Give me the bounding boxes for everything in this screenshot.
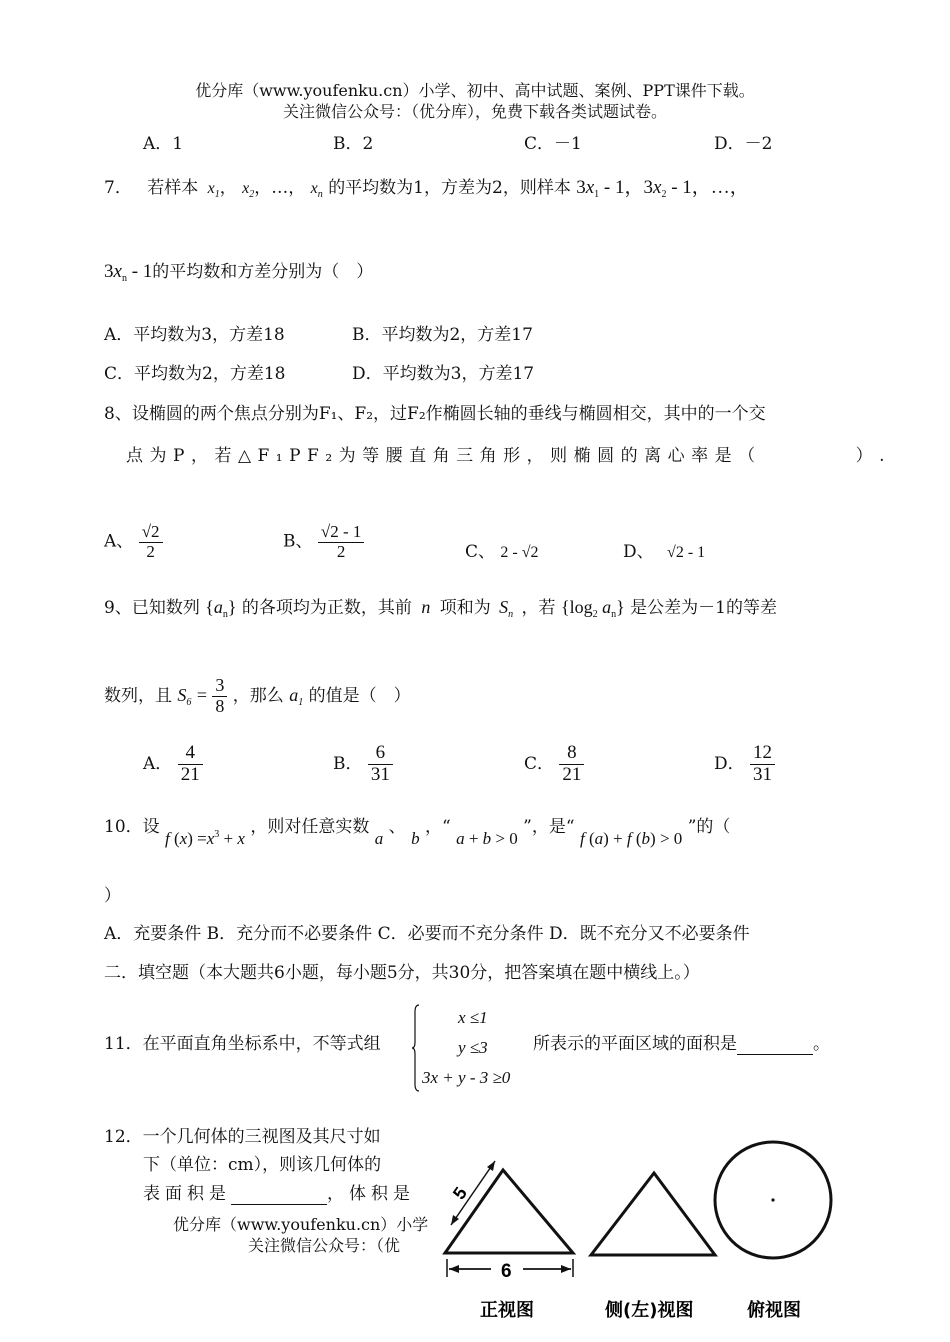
q8-option-d-label: D、 bbox=[623, 542, 654, 562]
q8-option-a-frac bbox=[139, 523, 163, 561]
q10-stem bbox=[104, 812, 731, 848]
label-side-view: 侧(左)视图 bbox=[605, 1300, 694, 1321]
q7-x2: $x_2$ bbox=[242, 180, 255, 200]
q9-text-1: 9、已知数列 bbox=[104, 598, 200, 618]
q8-option-b bbox=[283, 523, 364, 561]
base-dimension-label: 6 bbox=[501, 1261, 512, 1282]
top-view-center bbox=[771, 1198, 774, 1201]
q9-text-2: 的各项均为正数，其前 bbox=[241, 598, 412, 618]
q9-a1: $a_1$ bbox=[289, 684, 304, 708]
q8-stem-line2: 点为P，若△F₁PF₂为等腰直角三角形，则椭圆的离心率是（ ）. bbox=[126, 446, 892, 466]
q9-option-a-den: 21 bbox=[178, 764, 203, 786]
q11-brace bbox=[412, 1004, 415, 1090]
q9-an-seq: $\{a_n\}$ bbox=[205, 597, 237, 620]
q12-line-1: 12．一个几何体的三视图及其尺寸如 bbox=[104, 1127, 381, 1147]
q7-text-3: 的平均数和方差分别为（ ） bbox=[152, 262, 374, 282]
q8-option-a-label: A、 bbox=[104, 531, 134, 552]
q9-option-a-frac bbox=[178, 743, 203, 786]
q11-text-1: 11．在平面直角坐标系中，不等式组 bbox=[104, 1034, 381, 1054]
q9-option-d-num: 12 bbox=[753, 742, 773, 763]
q10-b: b bbox=[411, 829, 420, 848]
q8-option-b-frac bbox=[318, 523, 365, 561]
q10-function-expr: f $(x) =x^3 + x$ bbox=[165, 829, 245, 848]
header-line-1: 优分库（www.youfenku.cn）小学、初中、高中试题、案例、PPT课件下载。 bbox=[195, 81, 755, 100]
q9-text-5: 是公差为－1的等差 bbox=[630, 598, 777, 618]
q11-answer-blank bbox=[737, 1034, 813, 1055]
side-view-triangle bbox=[591, 1173, 715, 1255]
q11-text-2a: 所表示的平面区域的面积是 bbox=[533, 1034, 737, 1054]
section-2-title: 二．填空题（本大题共6小题，每小题5分，共30分，把答案填在题中横线上。） bbox=[104, 963, 700, 983]
q7-option-c: C．平均数为2，方差18 bbox=[104, 364, 286, 384]
q7-option-d: D．平均数为3，方差17 bbox=[352, 364, 535, 384]
q8-option-a bbox=[104, 523, 163, 561]
q8-stem-line1: 8、设椭圆的两个焦点分别为F₁、F₂，过F₂作椭圆长轴的垂线与椭圆相交，其中的一个交 bbox=[104, 404, 766, 424]
q9-option-c-den: 21 bbox=[559, 764, 584, 786]
q12-line-3 bbox=[143, 1179, 415, 1205]
q8-option-c bbox=[465, 537, 539, 562]
q6-option-c: C．－1 bbox=[524, 134, 582, 154]
q7-text-2: 的平均数为1，方差为2，则样本 bbox=[328, 178, 571, 198]
q12-surface-blank bbox=[231, 1184, 327, 1205]
q11-ineq-2: y ≤3 bbox=[458, 1038, 488, 1057]
q9-option-c-frac bbox=[559, 743, 584, 786]
q8-option-d-expr: √2 - 1 bbox=[667, 544, 706, 561]
three-view-figure bbox=[425, 1135, 845, 1335]
label-top-view: 俯视图 bbox=[747, 1300, 801, 1321]
q10-close-paren: ） bbox=[104, 886, 121, 906]
q9-option-d bbox=[714, 743, 775, 786]
q10-options: A．充要条件 B．充分而不必要条件 C．必要而不充分条件 D．既不充分又不必要条件 bbox=[104, 924, 750, 944]
q11-text-2 bbox=[533, 1029, 830, 1055]
q9-n: n bbox=[421, 597, 431, 617]
q9-option-a-num: 4 bbox=[185, 742, 195, 763]
q8-option-a-num: √2 bbox=[141, 522, 160, 541]
q8-option-c-label: C、 bbox=[465, 542, 496, 562]
q9-option-c-label: C． bbox=[524, 753, 555, 774]
base-arrow-right bbox=[561, 1265, 571, 1273]
q7-number: 7． bbox=[104, 178, 132, 198]
q9-text-4: ，若 bbox=[521, 598, 556, 618]
q10-text-5: ”，是“ bbox=[523, 817, 575, 837]
q10-text-2: ，则对任意实数 bbox=[250, 817, 370, 837]
q9-option-a-label: A． bbox=[143, 753, 173, 774]
q9-s6-frac bbox=[212, 676, 227, 717]
q9-option-b bbox=[333, 743, 393, 786]
q12-text-surface: 表面积是 bbox=[143, 1184, 231, 1204]
q7-xn: $x_n$ bbox=[310, 180, 323, 200]
label-front-view: 正视图 bbox=[480, 1300, 534, 1321]
base-arrow-left bbox=[449, 1265, 459, 1273]
q7-option-b: B．平均数为2，方差17 bbox=[352, 325, 533, 345]
q11-brace-shape bbox=[412, 1004, 422, 1092]
q10-text-3: 、 bbox=[388, 817, 406, 837]
q9-option-a bbox=[143, 743, 203, 786]
q7-text-1: 若样本 bbox=[147, 178, 199, 198]
q6-option-b: B．2 bbox=[333, 134, 374, 154]
q9-s6-den: 8 bbox=[212, 696, 227, 717]
q10-text-4: ，“ bbox=[424, 817, 451, 837]
q9-option-b-label: B． bbox=[333, 753, 363, 774]
q8-option-b-den: 2 bbox=[318, 542, 365, 562]
q7-xn-expr: $3x_n - 1$ bbox=[104, 261, 153, 284]
q8-option-a-den: 2 bbox=[139, 542, 163, 562]
q6-option-d: D．－2 bbox=[714, 134, 773, 154]
q9-sn: $S_n$ bbox=[499, 597, 514, 620]
q9-log-seq: {$\log_2$ $a_n$} bbox=[560, 597, 625, 620]
q9-option-b-den: 31 bbox=[368, 764, 393, 786]
q9-text-7: ，那么 bbox=[232, 685, 284, 706]
q7-stem-line2 bbox=[104, 257, 373, 284]
q9-s6: $S_6$ bbox=[177, 684, 192, 708]
header-line-2: 关注微信公众号：（优分库），免费下载各类试题试卷。 bbox=[282, 102, 667, 121]
q7-sample-expr: $3x_1 - 1$，$3x_2 - 1$，…， bbox=[576, 177, 749, 200]
q12-text-volume: ，体积是 bbox=[327, 1184, 415, 1204]
q12-line-2: 下（单位：cm），则该几何体的 bbox=[143, 1155, 382, 1175]
front-view bbox=[445, 1161, 573, 1282]
slant-arrow-top bbox=[487, 1161, 495, 1171]
slant-dimension-label: 5 bbox=[448, 1183, 472, 1203]
q9-option-b-frac bbox=[368, 743, 393, 786]
q8-option-d bbox=[623, 537, 705, 562]
q9-option-d-label: D． bbox=[714, 753, 745, 774]
q11-text-2b: 。 bbox=[813, 1034, 830, 1054]
front-view-triangle bbox=[445, 1170, 573, 1253]
q9-option-c bbox=[524, 743, 584, 786]
slant-arrow-bottom bbox=[451, 1215, 459, 1225]
q8-option-c-expr: 2 - √2 bbox=[500, 544, 539, 561]
q10-text-6: ”的（ bbox=[687, 817, 731, 837]
q9-stem-line2: 数列，且 $S_6$ = $\frac{3}{8}$ ，那么 $a_1$ 的值是（ ） bbox=[104, 675, 411, 716]
q10-text-1: 10．设 bbox=[104, 817, 160, 837]
q7-stem-line1: 7． 若样本 $x_1$， $x_2$，…， $x_n$ 的平均数为1，方差为2，则样本 $3x_1 - 1$，$3x_2 - 1$，…， bbox=[104, 177, 749, 200]
footer-line-2: 关注微信公众号：（优 bbox=[248, 1236, 401, 1255]
q11-ineq-3: 3x + y - 3 ≥0 bbox=[422, 1068, 511, 1087]
q9-option-d-den: 31 bbox=[750, 764, 775, 786]
q9-stem-line1 bbox=[104, 593, 777, 620]
footer-line-1: 优分库（www.youfenku.cn）小学 bbox=[173, 1215, 429, 1234]
q6-option-a: A．1 bbox=[143, 134, 184, 154]
q9-s6-num: 3 bbox=[215, 675, 225, 695]
q7-x1: $x_1$ bbox=[207, 180, 220, 200]
q9-text-8: 的值是（ ） bbox=[308, 685, 411, 706]
q9-text-6: 数列，且 bbox=[104, 685, 172, 706]
q11-ineq-1: x ≤1 bbox=[458, 1008, 488, 1027]
q7-option-a: A．平均数为3，方差18 bbox=[104, 325, 285, 345]
q10-cond-1: a + b > 0 bbox=[456, 829, 518, 848]
q10-cond-2: f (a) + f (b) > 0 bbox=[579, 829, 683, 848]
q9-text-3: 项和为 bbox=[439, 598, 491, 618]
q8-option-b-label: B、 bbox=[283, 531, 313, 552]
q8-option-b-num: √2 - 1 bbox=[320, 522, 362, 541]
q9-option-b-num: 6 bbox=[375, 742, 386, 763]
q10-a: a bbox=[374, 829, 384, 848]
q9-option-d-frac bbox=[750, 743, 775, 786]
q9-option-c-num: 8 bbox=[567, 742, 577, 763]
